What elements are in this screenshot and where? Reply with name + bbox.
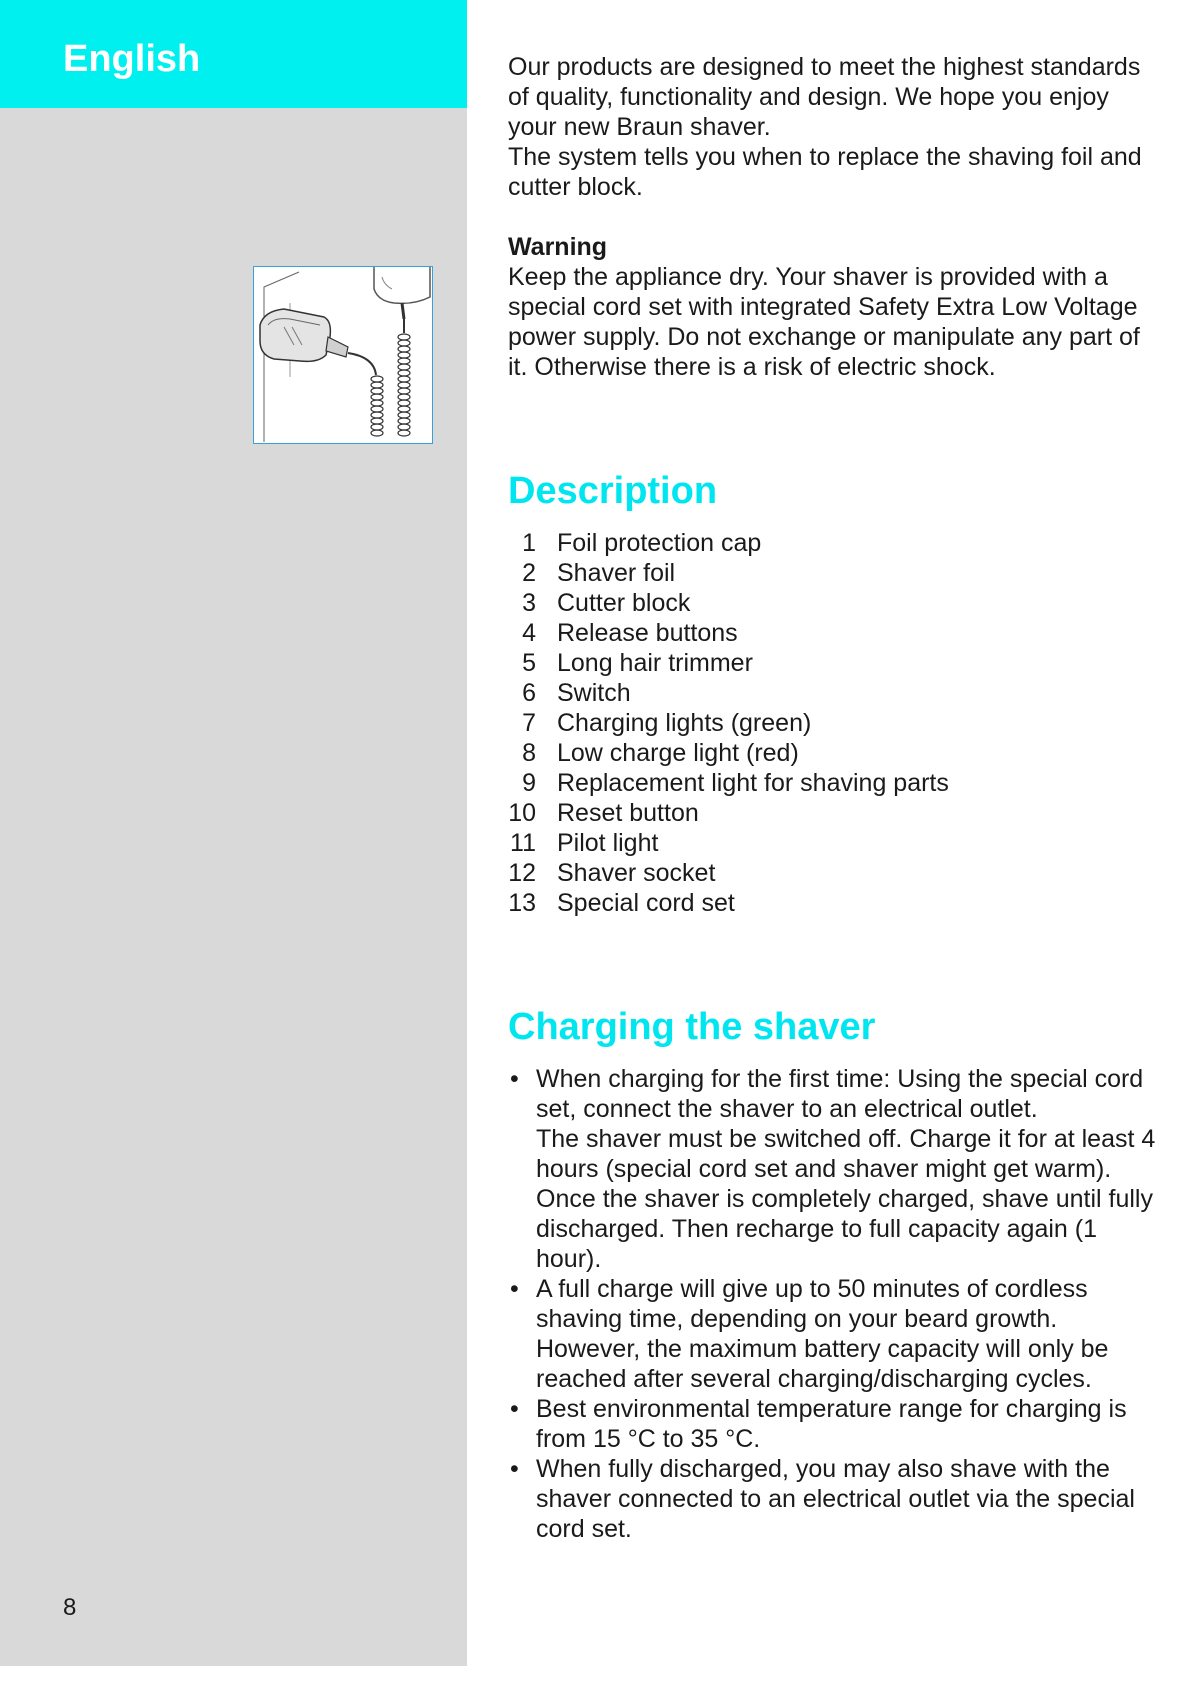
list-item: 13 Special cord set <box>508 889 735 917</box>
description-list <box>508 528 1158 918</box>
list-item: 8 Low charge light (red) <box>522 739 799 767</box>
list-item: 2 Shaver foil <box>522 559 676 587</box>
plug-cord-illustration <box>253 266 433 444</box>
sidebar <box>0 0 467 1666</box>
plug-icon <box>254 267 431 442</box>
list-item: • When charging for the first time: Using the special cord set, connect the shaver to an electrical outlet. The shaver must be switched off. Charge it for at least 4 hours (special cord set and shaver might get warm). Once the shaver is completely charged, shave until fully discharged. Then recharge to full capacity again (1 hour). <box>510 1065 1156 1273</box>
list-item: • Best environmental temperature range for charging is from 15 °C to 35 °C. <box>510 1395 1127 1453</box>
list-item: 12 Shaver socket <box>508 859 716 887</box>
language-band <box>0 0 467 108</box>
list-item: 1 Foil protection cap <box>522 529 762 557</box>
main-content <box>508 52 1158 1544</box>
list-item: • When fully discharged, you may also shave with the shaver connected to an electrical outlet via the special cord set. <box>510 1455 1135 1543</box>
list-item: • A full charge will give up to 50 minutes of cordless shaving time, depending on your beard growth. However, the maximum battery capacity will only be reached after several charging/discharging cycles. <box>510 1275 1109 1393</box>
list-item: 3 Cutter block <box>522 589 691 617</box>
list-item: 11 Pilot light <box>510 829 659 857</box>
charging-list <box>508 1064 1158 1544</box>
language-title: English <box>63 38 201 80</box>
list-item: 4 Release buttons <box>522 619 738 647</box>
list-item: 7 Charging lights (green) <box>522 709 812 737</box>
list-item: 9 Replacement light for shaving parts <box>522 769 949 797</box>
list-item: 10 Reset button <box>508 799 699 827</box>
description-heading: Description <box>508 470 718 512</box>
page-number: 8 <box>63 1594 77 1621</box>
intro-paragraph: The system tells you when to replace the shaving foil and cutter block. <box>508 143 1142 201</box>
list-item: 6 Switch <box>522 679 631 707</box>
warning-text: Keep the appliance dry. Your shaver is provided with a special cord set with integrated Safety Extra Low Voltage power supply. Do not exchange or manipulate any part of it. Otherwise there is a risk of electric shock. <box>508 263 1140 381</box>
intro-paragraph: Our products are designed to meet the highest standards of quality, functionality and design. We hope you enjoy your new Braun shaver. <box>508 53 1141 141</box>
warning-heading: Warning <box>508 233 608 261</box>
charging-heading: Charging the shaver <box>508 1006 876 1048</box>
list-item: 5 Long hair trimmer <box>522 649 753 677</box>
